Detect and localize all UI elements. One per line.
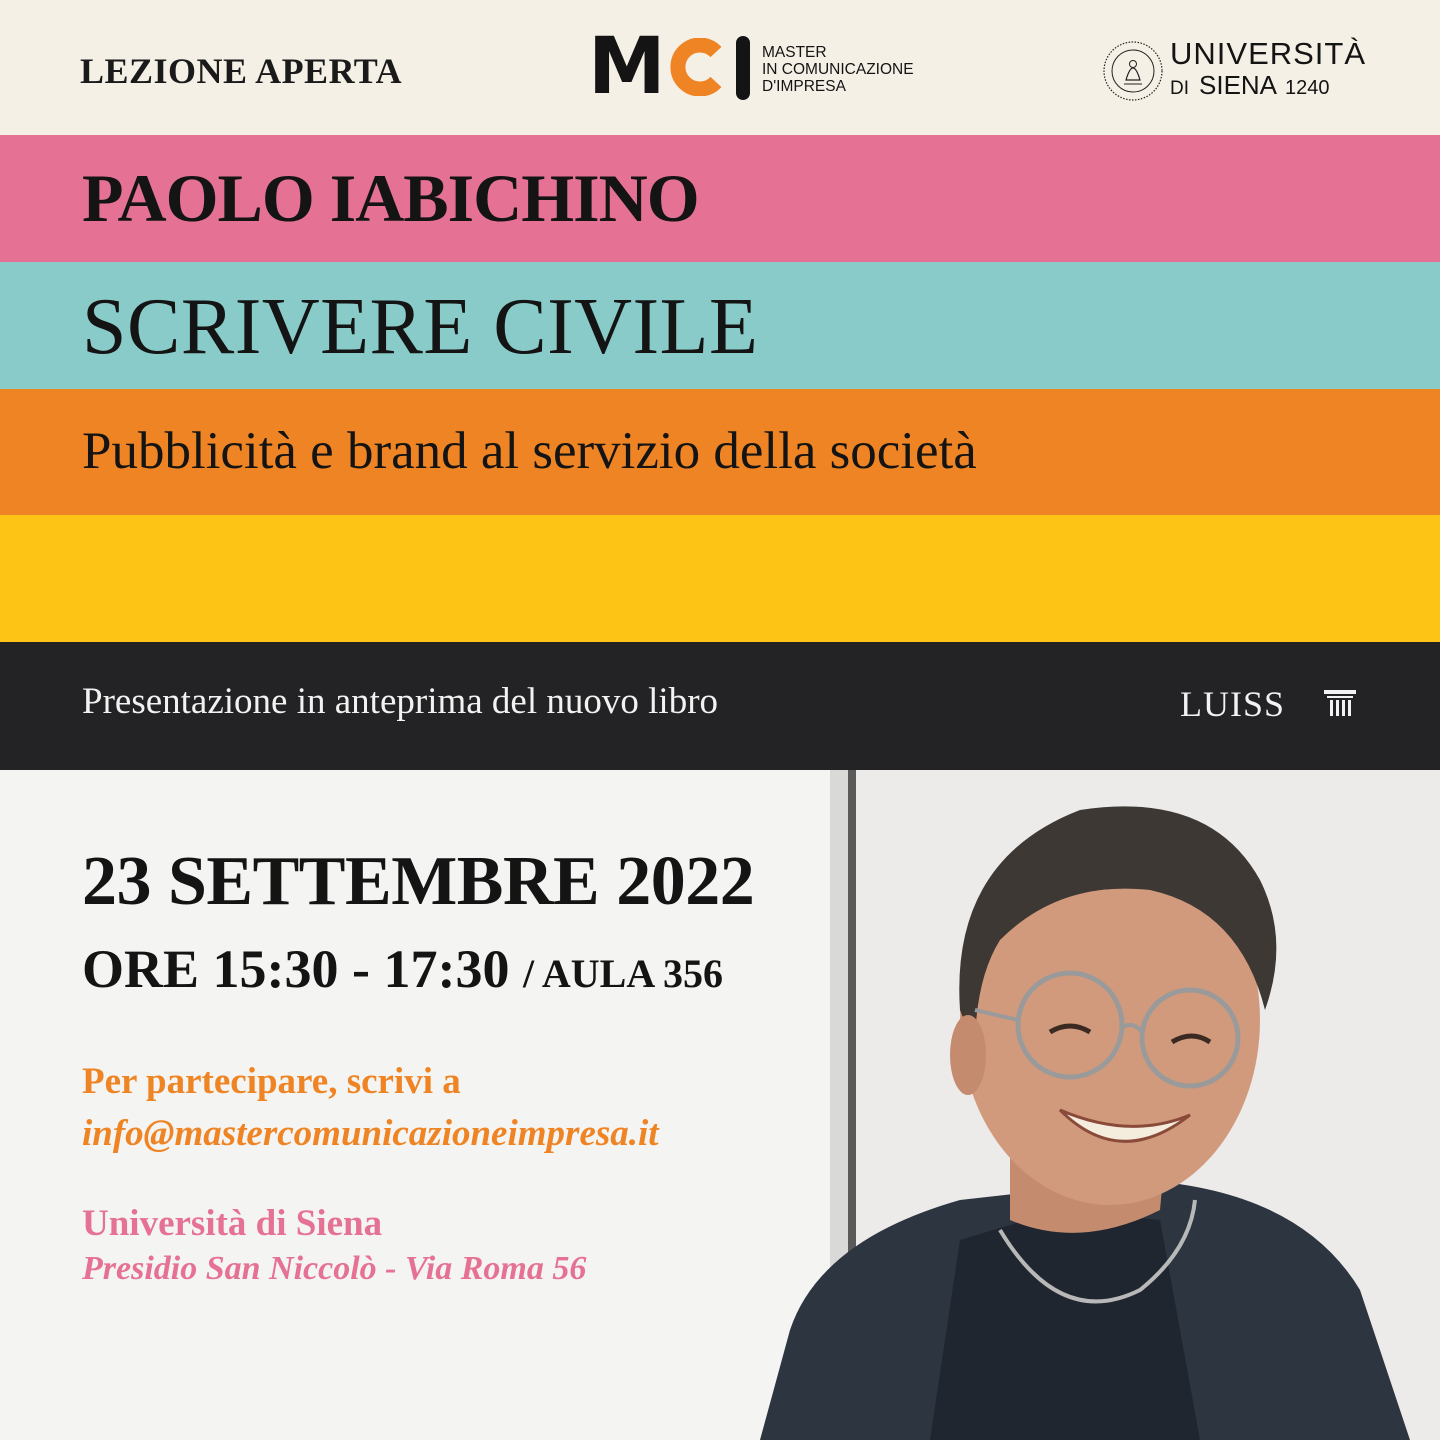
publisher-name: LUISS [1180,684,1286,724]
book-title: SCRIVERE CIVILE [82,283,759,371]
university-seal-icon [1102,40,1164,102]
university-logo-text [1170,38,1366,104]
mci-text-line3: D'IMPRESA [762,77,846,95]
luiss-column-icon [1322,686,1358,722]
mci-text-line1: MASTER [762,43,827,61]
mci-logo-m-letter: M [588,22,664,112]
university-name: SIENA [1199,70,1278,100]
event-date: 23 SETTEMBRE 2022 [82,843,755,920]
header-bar [0,0,1440,135]
university-di: DI [1170,78,1189,99]
contact-email-link[interactable]: info@mastercomunicazioneimpresa.it [82,1113,659,1154]
speaker-name: PAOLO IABICHINO [82,160,699,236]
event-type-label: LEZIONE APERTA [80,51,403,91]
university-year: 1240 [1285,77,1330,99]
mci-logo-mark [588,22,754,112]
mci-logo-text [762,44,914,95]
university-name-line [1170,70,1366,104]
mci-logo [588,22,914,112]
event-time-line [82,938,723,1000]
yellow-band [0,515,1440,642]
book-subtitle: Pubblicità e brand al servizio della società [82,422,977,480]
book-presentation-line: Presentazione in anteprima del nuovo libro [82,681,719,722]
contact-prompt: Per partecipare, scrivi a [82,1061,461,1102]
location-name: Università di Siena [82,1203,383,1244]
mci-logo-i-bar [736,36,750,100]
event-room: / AULA 356 [522,951,724,996]
university-word: UNIVERSITÀ [1170,36,1367,71]
location-address: Presidio San Niccolò - Via Roma 56 [82,1250,587,1287]
university-logo [1102,38,1366,104]
mci-text-line2: IN COMUNICAZIONE [762,60,914,78]
mci-c-ring-icon [670,38,728,96]
event-time: ORE 15:30 - 17:30 [82,939,510,999]
